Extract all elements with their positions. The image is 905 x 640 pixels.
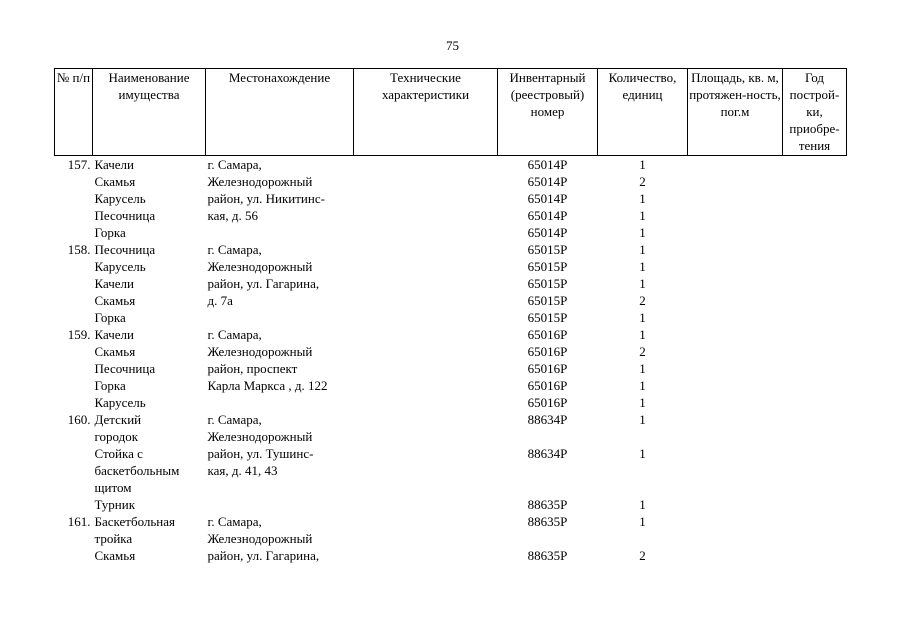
property-name: Качели [94,157,135,172]
area [688,513,783,530]
table-row [55,258,847,275]
row-number [55,224,93,241]
year-built [783,462,847,479]
area [688,462,783,479]
row-number [55,275,93,292]
quantity: 1 [639,225,646,240]
header-location: Местонахождение [206,69,354,156]
property-name: Турник [94,497,136,512]
technical-characteristics [354,394,498,411]
property-location [206,496,354,513]
table-row [55,411,847,428]
technical-characteristics [354,479,498,496]
table-row [55,275,847,292]
area [688,496,783,513]
year-built [783,428,847,445]
year-built [783,326,847,343]
table-row [55,479,847,496]
row-number [55,377,93,394]
area [688,173,783,190]
quantity: 1 [639,378,646,393]
property-name: щитом [94,480,132,495]
property-name: Песочница [94,361,156,376]
property-name: Скамья [94,174,136,189]
technical-characteristics [354,326,498,343]
inventory-number: 65016Р [527,344,568,359]
row-number [55,343,93,360]
table-row [55,173,847,190]
row-number: 157. [67,157,91,172]
table-row [55,428,847,445]
property-location [206,224,354,241]
technical-characteristics [354,275,498,292]
header-quantity: Количество, единиц [598,69,688,156]
table-row [55,513,847,530]
technical-characteristics [354,156,498,174]
year-built [783,156,847,174]
area [688,377,783,394]
table-row [55,224,847,241]
technical-characteristics [354,258,498,275]
property-name: Качели [94,276,135,291]
year-built [783,173,847,190]
property-register-table [54,68,847,564]
quantity: 2 [639,174,646,189]
inventory-number: 65014Р [527,157,568,172]
row-number: 161. [67,514,91,529]
property-name: Песочница [94,208,156,223]
inventory-number: 65015Р [527,259,568,274]
quantity: 1 [639,327,646,342]
year-built [783,394,847,411]
table-row [55,326,847,343]
property-name: Детский [94,412,142,427]
row-number [55,190,93,207]
quantity: 1 [639,259,646,274]
row-number: 159. [67,327,91,342]
technical-characteristics [354,309,498,326]
area [688,326,783,343]
area [688,394,783,411]
year-built [783,411,847,428]
year-built [783,224,847,241]
row-number [55,394,93,411]
area [688,258,783,275]
quantity: 1 [639,412,646,427]
row-number [55,309,93,326]
property-location: кая, д. 41, 43 [207,463,278,478]
inventory-number: 65014Р [527,174,568,189]
inventory-number: 65015Р [527,276,568,291]
table-row [55,207,847,224]
quantity: 1 [639,310,646,325]
table-row [55,190,847,207]
header-num: № п/п [55,69,93,156]
technical-characteristics [354,445,498,462]
technical-characteristics [354,547,498,564]
header-name: Наименование имущества [93,69,206,156]
inventory-number: 88634Р [527,446,568,461]
inventory-number: 65014Р [527,191,568,206]
technical-characteristics [354,207,498,224]
table-row [55,343,847,360]
property-location: г. Самара, [207,157,262,172]
property-location: г. Самара, [207,242,262,257]
table-body [55,156,847,565]
property-location: район, ул. Тушинс- [207,446,314,461]
quantity: 1 [639,208,646,223]
property-location: Железнодорожный [207,344,313,359]
inventory-number [498,428,598,445]
technical-characteristics [354,292,498,309]
row-number [55,207,93,224]
area [688,309,783,326]
property-name: Скамья [94,548,136,563]
row-number [55,479,93,496]
property-location: район, ул. Никитинс- [207,191,325,206]
year-built [783,309,847,326]
row-number [55,428,93,445]
property-name: Скамья [94,293,136,308]
property-name: Горка [94,310,126,325]
table-row [55,377,847,394]
property-location: г. Самара, [207,327,262,342]
technical-characteristics [354,224,498,241]
table-row [55,292,847,309]
property-name: баскетбольным [94,463,180,478]
area [688,428,783,445]
area [688,343,783,360]
technical-characteristics [354,173,498,190]
inventory-number: 65015Р [527,310,568,325]
row-number [55,547,93,564]
year-built [783,190,847,207]
property-name: Карусель [94,395,146,410]
property-location: кая, д. 56 [207,208,258,223]
inventory-number: 65016Р [527,395,568,410]
year-built [783,377,847,394]
property-location: район, ул. Гагарина, [207,548,320,563]
table-row [55,156,847,174]
property-location [206,479,354,496]
year-built [783,360,847,377]
quantity: 1 [639,514,646,529]
table-row [55,309,847,326]
quantity: 1 [639,395,646,410]
table-row [55,496,847,513]
year-built [783,530,847,547]
property-name: Песочница [94,242,156,257]
year-built [783,513,847,530]
property-location: г. Самара, [207,514,262,529]
area [688,479,783,496]
area [688,292,783,309]
inventory-number: 65015Р [527,242,568,257]
property-location: район, ул. Гагарина, [207,276,320,291]
year-built [783,241,847,258]
inventory-number: 65014Р [527,208,568,223]
area [688,445,783,462]
year-built [783,258,847,275]
property-location [206,394,354,411]
technical-characteristics [354,428,498,445]
quantity: 1 [639,446,646,461]
technical-characteristics [354,241,498,258]
area [688,547,783,564]
area [688,360,783,377]
property-name: городок [94,429,139,444]
year-built [783,547,847,564]
inventory-number: 65016Р [527,327,568,342]
property-location [206,309,354,326]
row-number [55,445,93,462]
row-number [55,258,93,275]
header-inventory: Инвентарный (реестровый) номер [498,69,598,156]
row-number: 160. [67,412,91,427]
table-row [55,394,847,411]
area [688,241,783,258]
property-location: г. Самара, [207,412,262,427]
year-built [783,445,847,462]
property-name: тройка [94,531,133,546]
header-tech: Технические характеристики [354,69,498,156]
property-location: Железнодорожный [207,259,313,274]
property-location: Железнодорожный [207,429,313,444]
inventory-number: 88635Р [527,497,568,512]
table-row [55,530,847,547]
quantity: 1 [639,157,646,172]
area [688,224,783,241]
row-number: 158. [67,242,91,257]
table-row [55,241,847,258]
technical-characteristics [354,530,498,547]
page-number: 75 [446,38,459,53]
quantity [598,530,688,547]
year-built [783,207,847,224]
inventory-number [498,530,598,547]
property-name: Скамья [94,344,136,359]
row-number [55,496,93,513]
property-location: д. 7а [207,293,233,308]
table-header-row [55,69,847,156]
quantity: 2 [639,293,646,308]
quantity: 1 [639,242,646,257]
inventory-number: 88635Р [527,548,568,563]
area [688,190,783,207]
property-name: Качели [94,327,135,342]
technical-characteristics [354,360,498,377]
quantity [598,462,688,479]
header-year: Год построй-ки, приобре-тения [783,69,847,156]
technical-characteristics [354,513,498,530]
technical-characteristics [354,343,498,360]
technical-characteristics [354,190,498,207]
table-row [55,445,847,462]
quantity: 1 [639,276,646,291]
property-location: район, проспект [207,361,298,376]
table-row [55,547,847,564]
year-built [783,479,847,496]
area [688,275,783,292]
row-number [55,530,93,547]
row-number [55,462,93,479]
year-built [783,292,847,309]
property-name: Баскетбольная [94,514,176,529]
property-name: Стойка с [94,446,143,461]
property-name: Карусель [94,259,146,274]
quantity: 1 [639,497,646,512]
quantity: 1 [639,361,646,376]
quantity: 1 [639,191,646,206]
property-name: Горка [94,378,126,393]
property-location: Железнодорожный [207,174,313,189]
technical-characteristics [354,411,498,428]
inventory-number: 65016Р [527,378,568,393]
quantity: 2 [639,548,646,563]
property-name: Горка [94,225,126,240]
property-location: Железнодорожный [207,531,313,546]
inventory-number: 65014Р [527,225,568,240]
inventory-number: 65015Р [527,293,568,308]
header-area: Площадь, кв. м, протяжен-ность, пог.м [688,69,783,156]
table-row [55,360,847,377]
table-row [55,462,847,479]
technical-characteristics [354,377,498,394]
quantity [598,428,688,445]
property-name: Карусель [94,191,146,206]
area [688,411,783,428]
property-location: Карла Маркса , д. 122 [207,378,328,393]
technical-characteristics [354,496,498,513]
year-built [783,343,847,360]
quantity [598,479,688,496]
row-number [55,292,93,309]
inventory-number: 88635Р [527,514,568,529]
area [688,156,783,174]
inventory-number: 88634Р [527,412,568,427]
year-built [783,275,847,292]
inventory-number [498,462,598,479]
row-number [55,173,93,190]
inventory-number [498,479,598,496]
area [688,530,783,547]
technical-characteristics [354,462,498,479]
year-built [783,496,847,513]
area [688,207,783,224]
inventory-number: 65016Р [527,361,568,376]
quantity: 2 [639,344,646,359]
row-number [55,360,93,377]
